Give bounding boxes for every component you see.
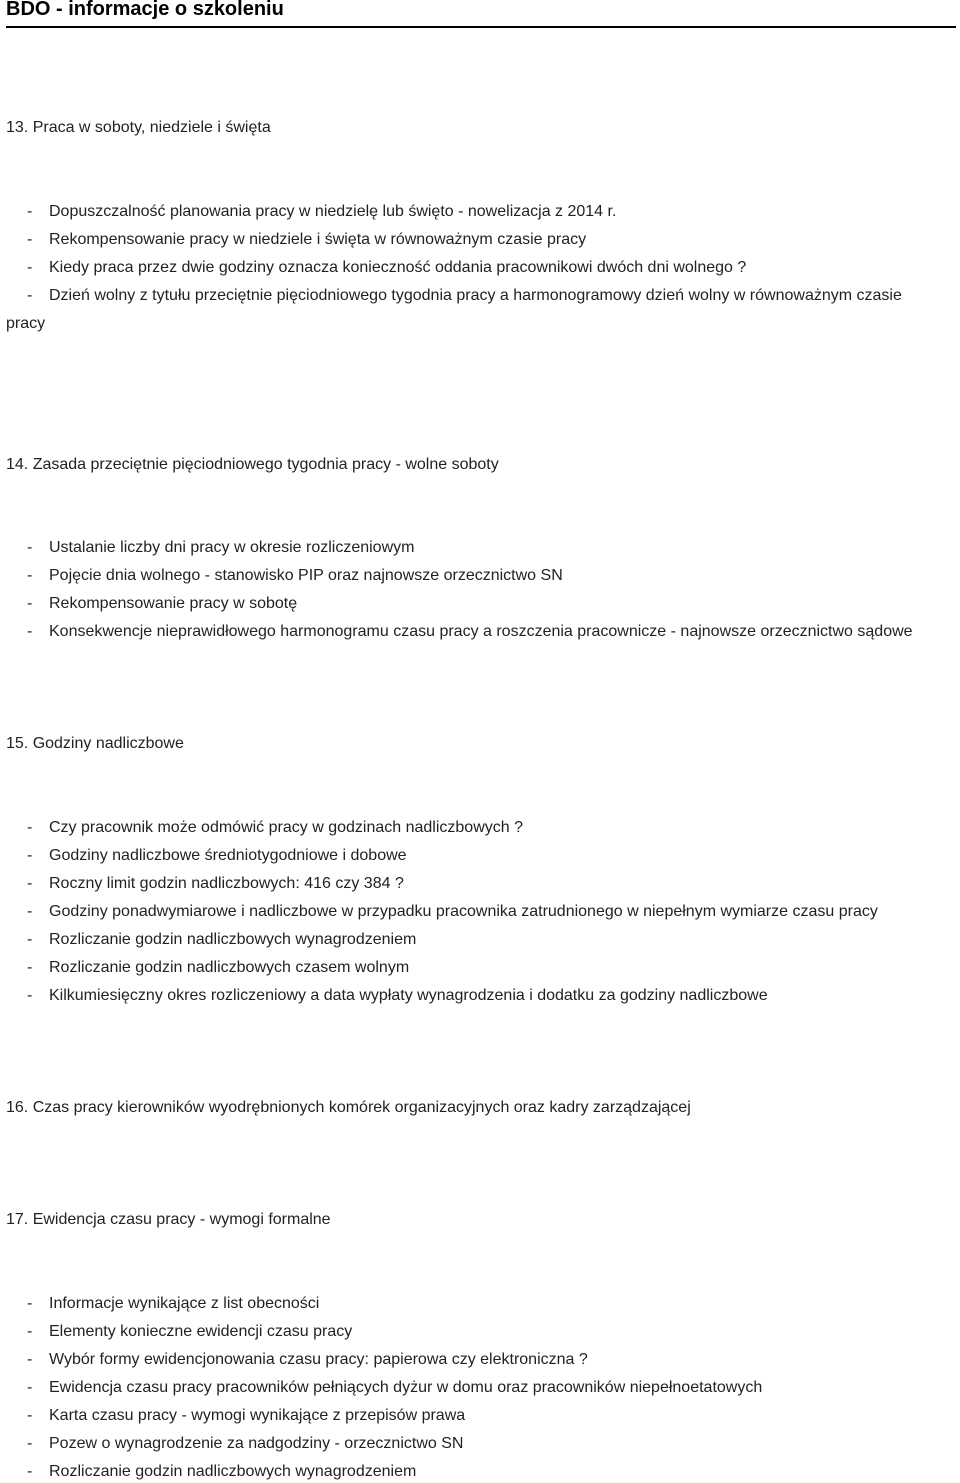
bullet-dash: - bbox=[27, 931, 33, 948]
list-item bbox=[27, 202, 616, 222]
bullet-dash: - bbox=[27, 1463, 33, 1480]
section-heading-17: 17. Ewidencja czasu pracy - wymogi formalne bbox=[6, 1211, 331, 1228]
bullet-dash: - bbox=[27, 1407, 33, 1424]
list-item-continuation: pracy bbox=[6, 315, 46, 332]
list-item bbox=[27, 958, 409, 978]
bullet-dash: - bbox=[27, 287, 33, 304]
list-item-text: Pojęcie dnia wolnego - stanowisko PIP oraz najnowsze orzecznictwo SN bbox=[49, 567, 563, 584]
page-title: BDO - informacje o szkoleniu bbox=[6, 0, 284, 20]
list-item-text: Rozliczanie godzin nadliczbowych wynagrodzeniem bbox=[49, 1463, 417, 1480]
list-item-text: Rekompensowanie pracy w sobotę bbox=[49, 595, 298, 612]
list-item-text: Czy pracownik może odmówić pracy w godzinach nadliczbowych ? bbox=[49, 819, 523, 836]
bullet-dash: - bbox=[27, 595, 33, 612]
list-item-text: Dopuszczalność planowania pracy w niedzielę lub święto - nowelizacja z 2014 r. bbox=[49, 203, 617, 220]
list-item bbox=[27, 1294, 319, 1314]
list-item bbox=[27, 1406, 465, 1426]
bullet-dash: - bbox=[27, 203, 33, 220]
list-item-text: Godziny ponadwymiarowe i nadliczbowe w przypadku pracownika zatrudnionego w niepełnym wymiarze czasu pracy bbox=[49, 903, 878, 920]
bullet-dash: - bbox=[27, 231, 33, 248]
list-item bbox=[27, 622, 913, 642]
list-item bbox=[27, 258, 746, 278]
list-item-text: Kiedy praca przez dwie godziny oznacza konieczność oddania pracownikowi dwóch dni wolnego ? bbox=[49, 259, 747, 276]
list-item bbox=[27, 986, 768, 1006]
list-item bbox=[27, 1378, 762, 1398]
list-item bbox=[27, 902, 878, 922]
list-item bbox=[27, 930, 416, 950]
list-item-text: Konsekwencje nieprawidłowego harmonogramu czasu pracy a roszczenia pracownicze - najnowsze orzecznictwo sądowe bbox=[49, 623, 913, 640]
bullet-dash: - bbox=[27, 567, 33, 584]
section-heading-15: 15. Godziny nadliczbowe bbox=[6, 735, 184, 752]
section-heading-14: 14. Zasada przeciętnie pięciodniowego tygodnia pracy - wolne soboty bbox=[6, 456, 499, 473]
list-item-text: Godziny nadliczbowe średniotygodniowe i dobowe bbox=[49, 847, 407, 864]
bullet-dash: - bbox=[27, 1379, 33, 1396]
list-item-text: Rozliczanie godzin nadliczbowych czasem wolnym bbox=[49, 959, 410, 976]
bullet-dash: - bbox=[27, 1295, 33, 1312]
bullet-dash: - bbox=[27, 623, 33, 640]
bullet-dash: - bbox=[27, 847, 33, 864]
list-item bbox=[27, 286, 902, 306]
section-heading-16: 16. Czas pracy kierowników wyodrębnionych komórek organizacyjnych oraz kadry zarządzającej bbox=[6, 1099, 691, 1116]
bullet-dash: - bbox=[27, 987, 33, 1004]
section-heading-13: 13. Praca w soboty, niedziele i święta bbox=[6, 119, 271, 136]
bullet-dash: - bbox=[27, 539, 33, 556]
bullet-dash: - bbox=[27, 959, 33, 976]
list-item bbox=[27, 230, 586, 250]
list-item bbox=[27, 846, 407, 866]
list-item-text: Ustalanie liczby dni pracy w okresie rozliczeniowym bbox=[49, 539, 415, 556]
list-item bbox=[27, 1322, 352, 1342]
bullet-dash: - bbox=[27, 819, 33, 836]
list-item bbox=[27, 566, 563, 586]
list-item-text: Kilkumiesięczny okres rozliczeniowy a data wypłaty wynagrodzenia i dodatku za godziny nadliczbowe bbox=[49, 987, 768, 1004]
list-item-text: Rozliczanie godzin nadliczbowych wynagrodzeniem bbox=[49, 931, 417, 948]
list-item-text: Elementy konieczne ewidencji czasu pracy bbox=[49, 1323, 353, 1340]
bullet-dash: - bbox=[27, 1435, 33, 1452]
list-item bbox=[27, 818, 523, 838]
list-item bbox=[27, 1350, 588, 1370]
bullet-dash: - bbox=[27, 259, 33, 276]
list-item-text: Wybór formy ewidencjonowania czasu pracy: papierowa czy elektroniczna ? bbox=[49, 1351, 588, 1368]
list-item-text: Pozew o wynagrodzenie za nadgodziny - orzecznictwo SN bbox=[49, 1435, 464, 1452]
bullet-dash: - bbox=[27, 875, 33, 892]
list-item bbox=[27, 874, 404, 894]
list-item-text: Dzień wolny z tytułu przeciętnie pięciodniowego tygodnia pracy a harmonogramowy dzień wolny w równoważnym czasie bbox=[49, 287, 902, 304]
list-item-text: Informacje wynikające z list obecności bbox=[49, 1295, 320, 1312]
bullet-dash: - bbox=[27, 903, 33, 920]
list-item-text: Rekompensowanie pracy w niedziele i święta w równoważnym czasie pracy bbox=[49, 231, 587, 248]
page-header bbox=[6, 0, 956, 28]
list-item-text: Roczny limit godzin nadliczbowych: 416 czy 384 ? bbox=[49, 875, 404, 892]
list-item bbox=[27, 538, 414, 558]
list-item-text: Karta czasu pracy - wymogi wynikające z przepisów prawa bbox=[49, 1407, 466, 1424]
list-item-text: Ewidencja czasu pracy pracowników pełniących dyżur w domu oraz pracowników niepełnoetatowych bbox=[49, 1379, 763, 1396]
list-item bbox=[27, 1462, 416, 1482]
list-item bbox=[27, 1434, 463, 1454]
list-item bbox=[27, 594, 297, 614]
bullet-dash: - bbox=[27, 1351, 33, 1368]
bullet-dash: - bbox=[27, 1323, 33, 1340]
